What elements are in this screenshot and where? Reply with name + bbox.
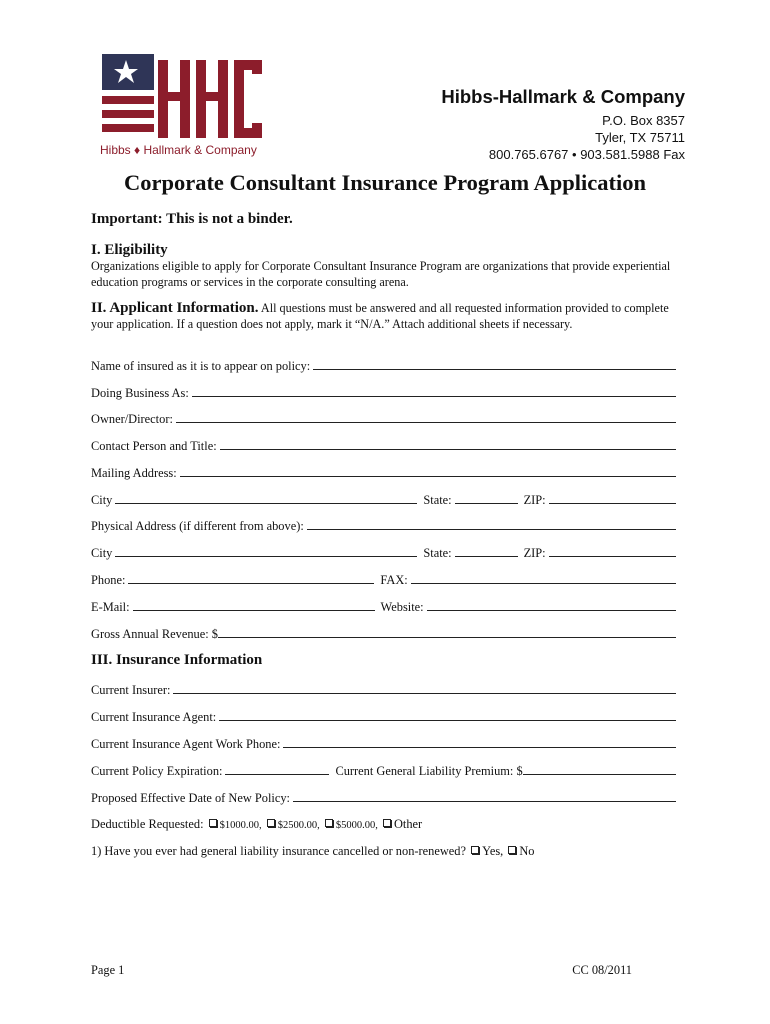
logo-letters	[158, 60, 262, 138]
deductible-1000-checkbox[interactable]	[209, 819, 217, 827]
field-contact	[91, 438, 676, 454]
field-label: Name of insured as it is to appear on policy:	[91, 359, 311, 373]
field-label: Mailing Address:	[91, 466, 177, 480]
question-1	[91, 843, 676, 859]
field-expiration-premium	[91, 763, 676, 779]
important-notice: Important: This is not a binder.	[91, 211, 293, 227]
city-input[interactable]	[115, 492, 417, 504]
question-1-no-checkbox[interactable]	[508, 846, 516, 854]
field-label: FAX:	[380, 573, 408, 587]
form-code: CC 08/2011	[572, 963, 632, 977]
current-insurer-input[interactable]	[173, 682, 676, 694]
field-label: City	[91, 546, 113, 560]
mailing-input[interactable]	[180, 465, 676, 477]
zip-2-input[interactable]	[549, 545, 676, 557]
field-phone-fax	[91, 572, 676, 588]
field-current-insurer	[91, 682, 676, 698]
field-email-website	[91, 599, 676, 615]
field-label: Current Insurance Agent Work Phone:	[91, 737, 281, 751]
field-label: Current Insurance Agent:	[91, 710, 217, 724]
yes-label: Yes,	[482, 844, 504, 858]
current-agent-input[interactable]	[219, 709, 676, 721]
fax-input[interactable]	[411, 572, 676, 584]
field-label: Deductible Requested:	[91, 817, 204, 831]
field-label: E-Mail:	[91, 600, 130, 614]
zip-input[interactable]	[549, 492, 676, 504]
deductible-option: $1000.00,	[219, 820, 262, 831]
field-dba	[91, 385, 676, 401]
state-input[interactable]	[455, 492, 518, 504]
field-physical	[91, 518, 676, 534]
field-label: Physical Address (if different from above):	[91, 519, 304, 533]
field-agent-phone	[91, 736, 676, 752]
field-deductible	[91, 816, 676, 832]
question-1-yes-checkbox[interactable]	[471, 846, 479, 854]
company-name: Hibbs-Hallmark & Company	[441, 86, 685, 107]
revenue-input[interactable]	[218, 626, 676, 638]
website-input[interactable]	[427, 599, 676, 611]
dba-input[interactable]	[192, 385, 676, 397]
field-label: State:	[423, 493, 452, 507]
field-proposed-date	[91, 790, 676, 806]
company-phones: 800.765.6767 • 903.581.5988 Fax	[488, 147, 685, 162]
field-name-insured	[91, 358, 676, 374]
field-label: ZIP:	[523, 546, 546, 560]
eligibility-heading: I. Eligibility	[91, 242, 168, 258]
field-label: City	[91, 493, 113, 507]
field-label: Gross Annual Revenue: $	[91, 627, 218, 641]
no-label: No	[519, 844, 535, 858]
field-label: Current Insurer:	[91, 683, 171, 697]
deductible-option: Other	[393, 817, 423, 831]
question-text: 1) Have you ever had general liability insurance cancelled or non-renewed?	[91, 844, 466, 858]
logo-flag-icon	[102, 54, 154, 132]
applicant-intro	[91, 301, 671, 332]
gl-premium-input[interactable]	[523, 763, 676, 775]
city-2-input[interactable]	[115, 545, 417, 557]
deductible-option: $5000.00,	[335, 820, 378, 831]
field-label: Doing Business As:	[91, 386, 189, 400]
deductible-other-checkbox[interactable]	[383, 819, 391, 827]
field-owner	[91, 411, 676, 427]
phone-input[interactable]	[128, 572, 374, 584]
field-label: Owner/Director:	[91, 412, 173, 426]
contact-input[interactable]	[220, 438, 676, 450]
company-info	[441, 86, 685, 163]
field-label: Current General Liability Premium: $	[335, 764, 523, 778]
email-input[interactable]	[133, 599, 375, 611]
owner-input[interactable]	[176, 411, 676, 423]
agent-phone-input[interactable]	[283, 736, 676, 748]
field-city-state-zip-2	[91, 545, 676, 561]
deductible-5000-checkbox[interactable]	[325, 819, 333, 827]
proposed-date-input[interactable]	[293, 790, 676, 802]
eligibility-text: Organizations eligible to apply for Corporate Consultant Insurance Program are organizations that provide experiential education programs or services in the corporate consulting arena.	[91, 259, 671, 289]
field-label: ZIP:	[523, 493, 546, 507]
field-label: Phone:	[91, 573, 126, 587]
policy-expiration-input[interactable]	[225, 763, 329, 775]
field-current-agent	[91, 709, 676, 725]
field-label: Proposed Effective Date of New Policy:	[91, 791, 291, 805]
deductible-option: $2500.00,	[277, 820, 320, 831]
applicant-heading: II. Applicant Information.	[91, 300, 259, 316]
field-revenue	[91, 626, 676, 642]
field-mailing	[91, 465, 676, 481]
field-label: Website:	[380, 600, 424, 614]
deductible-2500-checkbox[interactable]	[267, 819, 275, 827]
name-insured-input[interactable]	[313, 358, 676, 370]
state-2-input[interactable]	[455, 545, 518, 557]
field-label: Contact Person and Title:	[91, 439, 217, 453]
physical-input[interactable]	[307, 518, 676, 530]
applicant-text: All questions must be answered and all requested information provided to complete your application. If a question does not apply, mark it “N/A.” Attach additional sheets if necessary.	[91, 301, 669, 331]
insurance-heading: III. Insurance Information	[91, 652, 263, 668]
page-number: Page 1	[91, 963, 125, 977]
field-label: State:	[423, 546, 452, 560]
company-address-2: Tyler, TX 75711	[595, 130, 685, 145]
company-address-1: P.O. Box 8357	[602, 113, 685, 128]
field-city-state-zip	[91, 492, 676, 508]
page-title: Corporate Consultant Insurance Program Application	[123, 170, 647, 195]
logo-tagline: Hibbs ♦ Hallmark & Company	[100, 143, 257, 157]
field-label: Current Policy Expiration:	[91, 764, 223, 778]
